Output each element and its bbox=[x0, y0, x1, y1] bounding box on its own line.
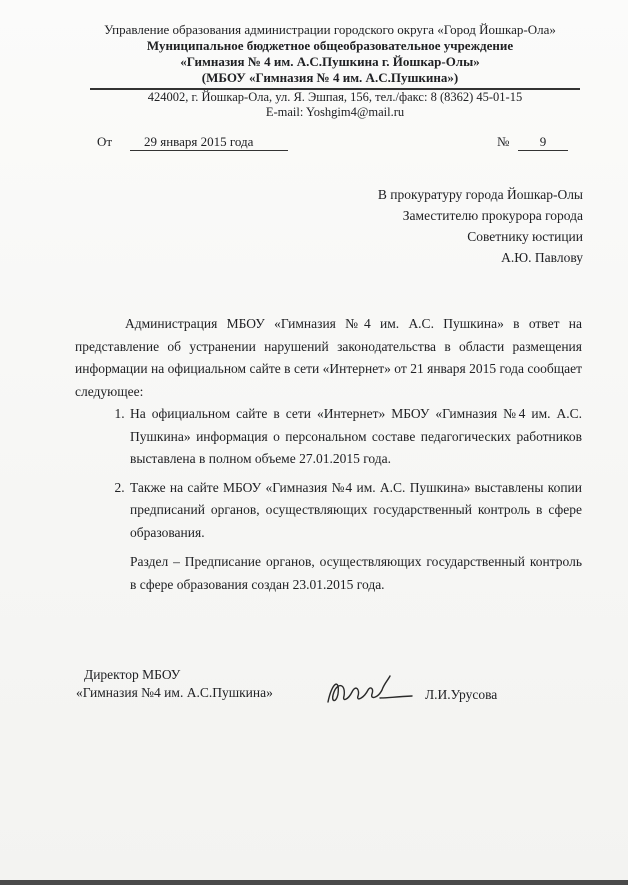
letter-body bbox=[75, 313, 582, 602]
scan-bottom-edge bbox=[0, 880, 628, 885]
recipient-line: Советнику юстиции bbox=[467, 229, 583, 244]
letterhead-authority: Управление образования администрации городского округа «Город Йошкар-Ола» bbox=[104, 22, 556, 37]
letterhead-institution-line1: Муниципальное бюджетное общеобразовательное учреждение bbox=[146, 38, 514, 53]
list-item-subparagraph: Раздел – Предписание органов, осуществляющих государственный контроль в сфере образования создан 23.01.2015 года. bbox=[130, 554, 582, 592]
letterhead-address: 424002, г. Йошкар-Ола, ул. Я. Эшпая, 156, тел./факс: 8 (8362) 45-01-15 bbox=[147, 90, 523, 104]
list-item-text: На официальном сайте в сети «Интернет» МБОУ «Гимназия №4 им. А.С. Пушкина» информация о персональном составе педагогических работников выставлена в полном объеме 27.01.2015 года. bbox=[130, 406, 582, 466]
signatory-role-line1: Директор МБОУ bbox=[84, 667, 181, 682]
signatory-role-line2: «Гимназия №4 им. А.С.Пушкина» bbox=[76, 685, 273, 700]
letterhead-institution-line2: «Гимназия № 4 им. А.С.Пушкина г. Йошкар-Олы» bbox=[180, 54, 480, 69]
body-intro: Администрация МБОУ «Гимназия №4 им. А.С. Пушкина» в ответ на представление об устранении нарушений законодательства в области размещения информации на официальном сайте в сети «Интернет» от 21 января 2015 года сообщает следующее: bbox=[75, 316, 582, 399]
body-list bbox=[75, 403, 582, 596]
signatory-role bbox=[76, 666, 273, 702]
list-item-text: Также на сайте МБОУ «Гимназия №4 им. А.С. Пушкина» выставлены копии предписаний органов, осуществляющих государственный контроль в сфере образования. bbox=[130, 479, 582, 540]
handwritten-signature bbox=[322, 672, 414, 712]
signatory-name: Л.И.Урусова bbox=[425, 687, 498, 702]
reference-number: 9 bbox=[518, 134, 568, 151]
letterhead-contacts bbox=[90, 90, 580, 120]
recipient-line: А.Ю. Павлову bbox=[501, 250, 583, 265]
letterhead-email: E-mail: Yoshgim4@mail.ru bbox=[265, 105, 405, 119]
reference-from-label: От bbox=[97, 134, 113, 149]
letterhead bbox=[70, 22, 590, 86]
letterhead-institution-short: (МБОУ «Гимназия № 4 им. А.С.Пушкина») bbox=[201, 70, 459, 85]
recipient-block bbox=[378, 184, 583, 268]
list-item bbox=[128, 403, 582, 471]
recipient-line: Заместителю прокурора города bbox=[402, 208, 583, 223]
reference-number-label: № bbox=[497, 134, 510, 149]
list-item bbox=[128, 477, 582, 597]
reference-date: 29 января 2015 года bbox=[130, 134, 288, 151]
recipient-line: В прокуратуру города Йошкар-Олы bbox=[377, 187, 583, 202]
